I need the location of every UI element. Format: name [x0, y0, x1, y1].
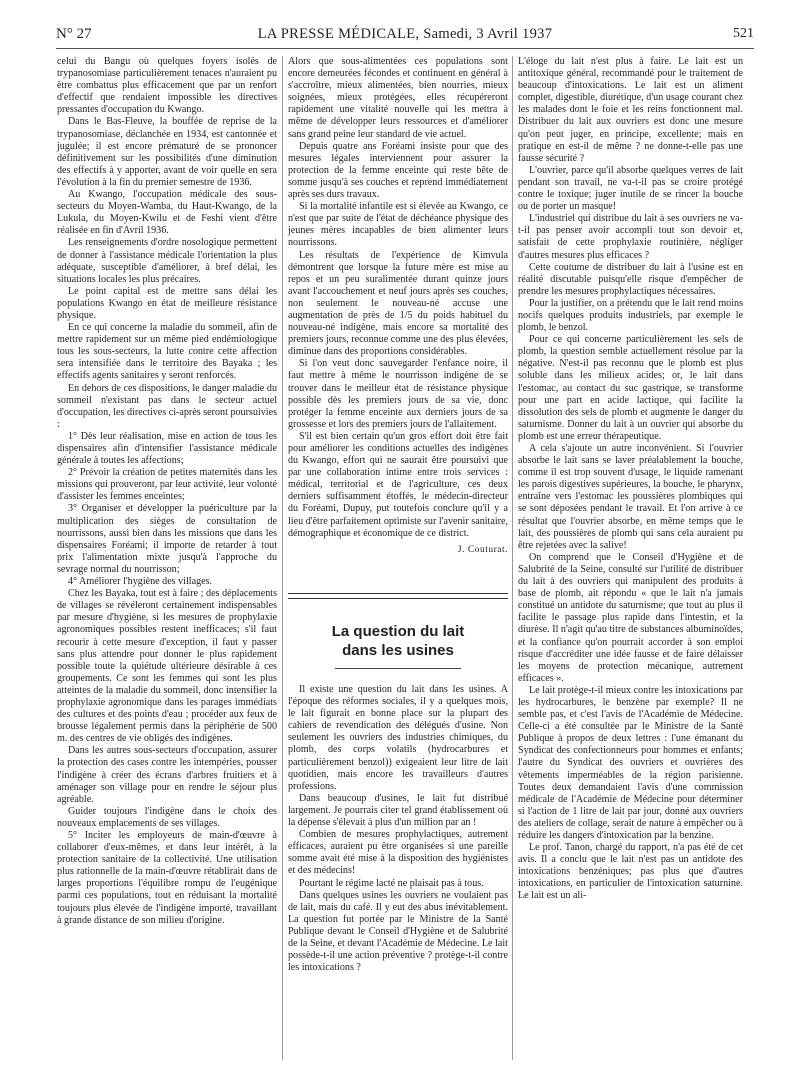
- paragraph: Depuis quatre ans Foréami insiste pour que des mesures légales interviennent pour assurer la protection de la femme enceinte qui reste bête de somme jusqu'à ses couches et reprend immédiatement après ses durs travaux.: [288, 140, 508, 201]
- paragraph: Au Kwango, l'occupation médicale des sous-secteurs du Moyen-Wamba, du Haut-Kwango, de la Lukula, du Moyen-Kwilu et de Feshi vient d'être réalisée en fin d'Avril 1936.: [57, 189, 277, 237]
- paragraph: Le lait protège-t-il mieux contre les intoxications par les hydrocarbures, le benzène par exemple? Il ne semble pas, et c'est l'avis de l'Académie de Médecine. Celle-ci a été consultée par le Ministre de la Santé Publique à propos de deux lettres : l'une émanant du Syndicat des confectionneurs pour hommes et enfants; l'autre du Syndicat des ouvriers et ouvrières des vêtements imperméables de la région parisienne. Toutes deux demandaient l'avis d'une commission médicale de l'Académie de Médecine pour déterminer si l'action de 1 litre de lait par jour, donné aux ouvriers des ateliers de collage, serait de nature à empêcher ou à réduire les dangers d'intoxication par la benzine.: [518, 684, 743, 841]
- paragraph: L'éloge du lait n'est plus à faire. Le lait est un antitoxique général, recommandé pour le traitement de beaucoup d'intoxications. Le lait est un aliment complet, digestible, diurétique, d'un usage courant chez les malades dont le foie et les reins fonctionnent mal. Distribuer du lait aux ouvriers est donc une mesure qu'on peut juger, en principe, excellente; mais en pratique en est-il de même ? ne donne-t-elle pas une fausse sécurité ?: [518, 56, 743, 164]
- paragraph: En ce qui concerne la maladie du sommeil, afin de mettre rapidement sur un même pied endémiologique tous les sous-secteurs, la lutte contre cette affection sera intensifiée dans le territoire des Bayaka ; les effectifs agents sanitaires y seront renforcés.: [57, 322, 277, 382]
- paragraph: 2° Prévoir la création de petites maternités dans les missions qui prouveront, par leur activité, leur volonté d'assister les femmes enceintes;: [57, 467, 277, 503]
- paragraph: Combien de mesures prophylactiques, autrement efficaces, auraient pu être organisées si une pareille somme avait été mise à la disposition des hygiénistes et des médecins!: [288, 829, 508, 877]
- paragraph: Pourtant le régime lacté ne plaisait pas à tous.: [299, 877, 484, 889]
- paragraph: Si la mortalité infantile est si élevée au Kwango, ce n'est que par suite de l'état de déchéance physique des jeunes mères incapables de bien alimenter leurs nourrissons.: [288, 201, 508, 249]
- column-1: [57, 56, 277, 927]
- journal-title: LA PRESSE MÉDICALE, Samedi, 3 Avril 1937: [257, 26, 553, 42]
- paragraph: Le prof. Tanon, chargé du rapport, n'a pas été de cet avis. Il a conclu que le lait n'est pas un antidote des intoxications benzéniques; pas plus que d'autres intoxications, en particulier de l'intoxication saturnine. Le lait est un ali-: [518, 842, 743, 902]
- title-line: dans les usines: [342, 642, 454, 659]
- paragraph: Pour ce qui concerne particulièrement les sels de plomb, la question semble actuellement résolue par la négative. N'est-il pas reconnu que le plomb est plus soluble dans les milieux acides; or, le lait dans l'estomac, au contact du suc gastrique, se transforme pour une part en acide lactique, qui facilite la dissolution des sels de plomb et augmente le danger du saturnisme. Donner du lait à un ouvrier qui absorbe du plomb est une erreur thérapeutique.: [518, 334, 743, 442]
- column-2-top: [288, 56, 508, 556]
- paragraph: Le point capital est de mettre sans délai les populations Kwango en état de meilleure résistance physique.: [57, 285, 277, 321]
- column-3: [518, 56, 743, 903]
- paragraph: En dehors de ces dispositions, le danger maladie du sommeil n'existant pas dans le secteur actuel d'occupation, les directives ci-après seront poursuivies :: [57, 382, 277, 430]
- article-title: [288, 622, 508, 660]
- paragraph: Cette coutume de distribuer du lait à l'usine est en réalité discutable puisqu'elle risque d'empêcher de prendre les mesures prophylactiques nécessaires.: [518, 261, 743, 297]
- page-header: [56, 24, 754, 49]
- paragraph: L'industriel qui distribue du lait à ses ouvriers ne va-t-il pas penser avoir accompli tout son devoir et, satisfait de cette prophylaxie routinière, négliger d'autres mesures plus efficaces ?: [518, 213, 743, 261]
- paragraph: S'il est bien certain qu'un gros effort doit être fait pour améliorer les conditions actuelles des indigènes du Kwango, effort qui ne saurait être poursuivi que par une collaboration intime entre trois services : médical, territorial et de l'agriculture, ces deux derniers suffisamment étoffés, le médecin-directeur du Foréami, Dupuy, put toutefois conclure qu'il y a lieu d'être parfaitement optimiste sur l'avenir sanitaire, démographique et économique de ce district.: [288, 430, 508, 539]
- issue-number: N° 27: [56, 26, 92, 42]
- paragraph: On comprend que le Conseil d'Hygiène et de Salubrité de la Seine, consulté sur l'utilité de distribuer du lait à des ouvriers qui manipulent des produits à base de plomb, ait répondu « que le lait n'a jamais constitué un antidote du saturnisme; que tout au plus il facilite le passage plus rapide dans l'intestin, et la diurèse. Il n'agit qu'au titre de substances albuminoïdes, et la confiance qu'on pourrait accorder à son emploi risque d'accréditer une idée fausse et de faire délaisser les moyens de protection mécanique, autrement efficaces ».: [518, 551, 743, 684]
- page-number: 521: [733, 26, 754, 41]
- paragraph: Dans quelques usines les ouvriers ne voulaient pas de lait, mais du café. Il y eut des abus inévitablement. La question fut portée par le Ministre de la Santé Publique devant le Conseil d'Hygiène et de Salubrité de la Seine, et devant l'Académie de Médecine. Le lait possède-t-il une action préventive ? protège-t-il contre les intoxications ?: [288, 889, 508, 974]
- section-rule: [288, 598, 508, 599]
- paragraph: 5° Inciter les employeurs de main-d'œuvre à collaborer d'eux-mêmes, et dans leur intérêt, à la protection sanitaire de la collectivité. Une utilisation plus rationnelle de la main-d'œuvre rétablirait dans de larges proportions l'équilibre rompu de l'eugénique parmi ces populations, tout en réduisant la mortalité toujours plus élevée de l'indigène importé, travaillant à grande distance de son milieu d'origine.: [57, 830, 277, 926]
- title-line: La question du lait: [331, 623, 465, 640]
- title-underline: [335, 668, 461, 669]
- column-2-article: [288, 684, 508, 974]
- paragraph: 4° Améliorer l'hygiène des villages.: [68, 576, 213, 588]
- paragraph: Alors que sous-alimentées ces populations sont encore demeurées fécondes et continuent en général à s'accroître, mieux alimentées, bien nourries, mieux soignées, mieux protégées, elles récupéreront rapidement une vitalité nouvelle qui les mettra à même de développer leurs ressources et d'améliorer sans grand peine leur standard de vie actuel.: [288, 56, 508, 140]
- paragraph: Chez les Bayaka, tout est à faire ; des déplacements de villages se révéleront certainement indispensables par mesure d'hygiène, si les mesures de prophylaxie agronomiques possibles restent inefficaces; s'il faut recourir à cette mesure d'exception, il faut y passer sans plus attendre pour donner le plus rapidement possible toute la quiétude ultérieure désirable à ces groupements. Ce sont les femmes qui sont les plus atteintes de la maladie du sommeil, donc intensifier la prophylaxie agronomique dans les parages immédiats des cultures et des points d'eau ; procéder aux feux de brousse légalement permis dans la périphérie de 500 m. des centres de vie obligés des indigènes.: [57, 588, 277, 745]
- paragraph: L'ouvrier, parce qu'il absorbe quelques verres de lait pendant son travail, ne va-t-il pas se croire protégé contre le toxique; juger inutile de se rincer la bouche ou de porter un masque!: [518, 164, 743, 213]
- paragraph: Dans le Bas-Fleuve, la bouffée de reprise de la trypanosomiase, déclanchée en 1934, est cantonnée et jugulée; il est encore prématuré de se prononcer définitivement sur les possibilités d'une diminution des effectifs à y apporter, avant de voir quelle en sera l'évolution à la fin du premier semestre de 1936.: [57, 116, 277, 188]
- paragraph: Guider toujours l'indigène dans le choix des nouveaux emplacements de ses villages.: [57, 805, 277, 829]
- author-signature: J. Couturat.: [457, 544, 508, 555]
- paragraph: Si l'on veut donc sauvegarder l'enfance noire, il faut mettre à même le nourrisson indigène de se trouver dans le meilleur état de résistance physique possible dès les premiers jours de sa vie, donc protéger la femme enceinte aux derniers jours de sa grossesse et lors des premiers jours de l'allaitement.: [288, 358, 508, 430]
- paragraph: Dans les autres sous-secteurs d'occupation, assurer la protection des cases contre les intempéries, pousser l'indigène à créer des écrans d'arbres fruitiers et à aménager son village pour en rendre le séjour plus agréable.: [57, 745, 277, 805]
- paragraph: Dans beaucoup d'usines, le lait fut distribué largement. Je pourrais citer tel grand établissement où la dépense s'élevait à plus d'un million par an !: [288, 792, 508, 829]
- paragraph: A cela s'ajoute un autre inconvénient. Si l'ouvrier absorbe le lait sans se laver préalablement la bouche, comme il est trop souvent d'usage, le liquide ramenant les parois digestives supérieures, la bouche, le pharynx, entraîne vers l'estomac les poussières plombiques qui se sont déposées pendant le travail. Et l'on arrive à ce résultat que l'ouvrier absorbe, en même temps que le lait, des poussières de plomb qui sans cela auraient pu être rejetées avec la salive!: [518, 443, 743, 551]
- column-divider: [512, 56, 513, 1060]
- paragraph: 3° Organiser et développer la puériculture par la multiplication des sièges de consultation de nourrissons, aussi bien dans les missions que dans les dispensaires Foréami; il importe de retarder à tout prix l'alimentation mixte jusqu'à l'approche du sevrage normal du nourrisson;: [57, 503, 277, 575]
- column-divider: [282, 56, 283, 1060]
- paragraph: Il existe une question du lait dans les usines. A l'époque des réformes sociales, il y a quelques mois, le lait figurait en bonne place sur la plupart des cahiers de revendication des délégués d'usine. Non seulement les ouvriers des industries chimiques, du plomb, des corps volatils (hydrocarbures et particulièrement benzol)) exigeaient leur litre de lait quotidien, mais encore les travailleurs d'autres professions.: [288, 684, 508, 792]
- section-rule: [288, 593, 508, 594]
- paragraph: celui du Bangu où quelques foyers isolés de trypanosomiase particulièrement tenaces n'auraient pu être combattus plus efficacement que par un renfort d'effectif que rendaient impossible les directives pressantes d'occupation du Kwango.: [57, 56, 277, 116]
- paragraph: 1° Dès leur réalisation, mise en action de tous les dispensaires afin d'intensifier l'assistance médicale générale à toutes les affections;: [57, 430, 277, 467]
- paragraph: Les renseignements d'ordre nosologique permettent de donner à l'assistance médicale l'orientation la plus adéquate, susceptible d'améliorer, à bref délai, les situations locales les plus précaires.: [57, 237, 277, 285]
- paragraph: Les résultats de l'expérience de Kimvula démontrent que lorsque la future mère est mise au repos et un peu suralimentée durant quinze jours avant l'accouchement et neuf jours après ses couches, non seulement le nouveau-né accuse une augmentation de près de 1/5 du poids habituel du nouveau-né indigène, mais encore sa mortalité des premiers jours, reconnue comme une des plus élevées, diminue dans des proportions considérables.: [288, 249, 508, 358]
- paragraph: Pour la justifier, on a prétendu que le lait rend moins nocifs quelques produits industriels, par exemple le plomb, le benzol.: [518, 297, 743, 334]
